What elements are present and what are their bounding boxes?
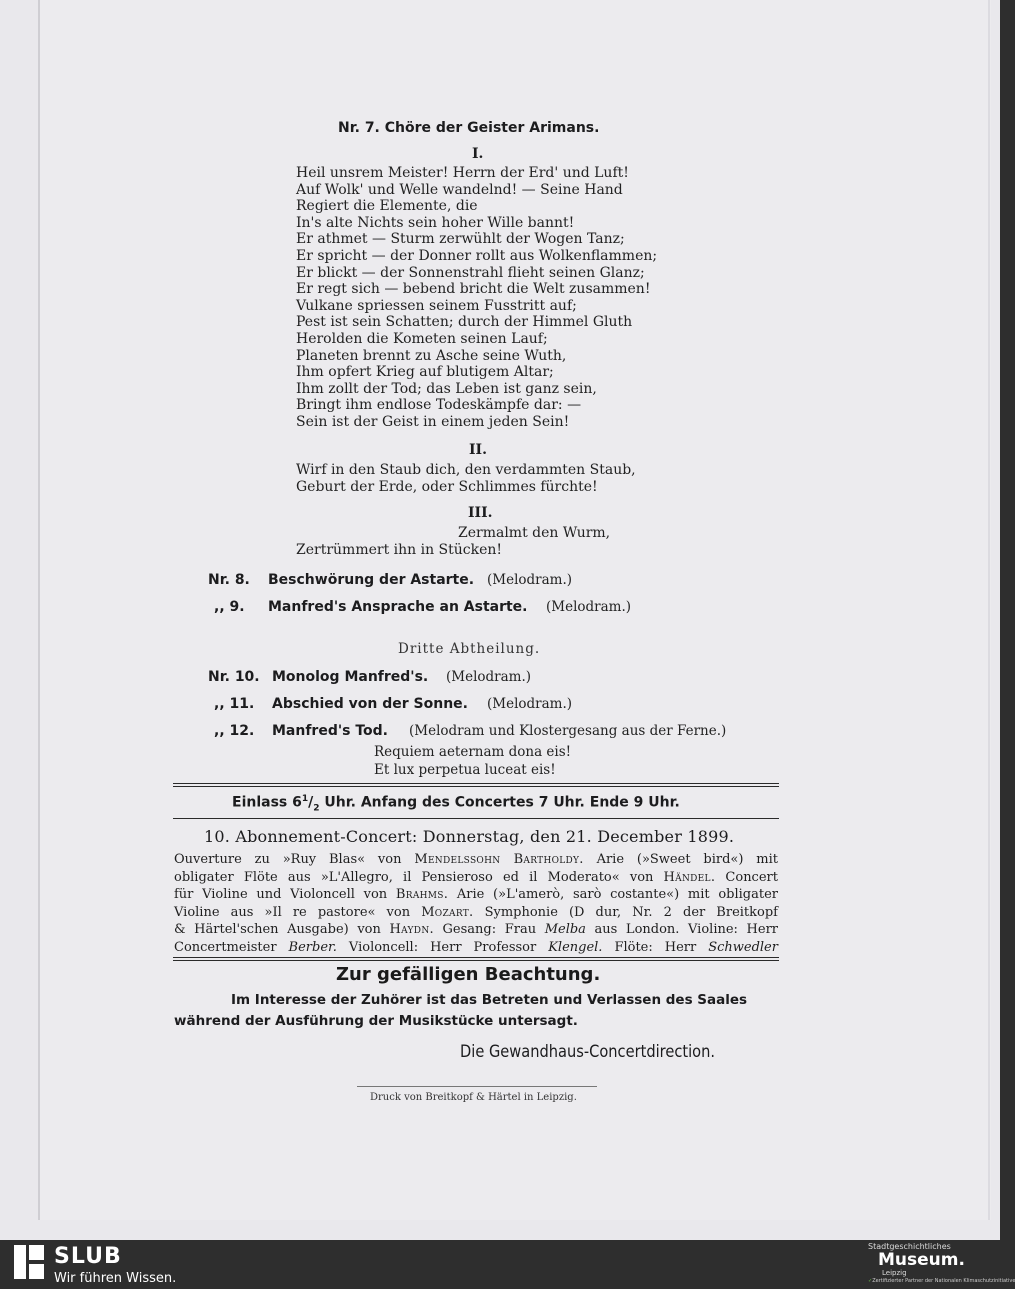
program-text: Arie (»L'amerò, sarò costante«) mit obligater — [448, 887, 778, 902]
times-einlass: Einlass 6 — [232, 794, 302, 811]
performer-name: Klengel. — [548, 939, 603, 955]
item-nr10-number: Nr. 10. — [208, 669, 260, 685]
next-concert-title: 10. Abonnement-Concert: Donnerstag, den 21. December 1899. — [204, 827, 735, 846]
rule-times-bottom — [173, 818, 779, 819]
double-rule-top — [173, 783, 779, 787]
footer-tagline: Wir führen Wissen. — [54, 1271, 177, 1286]
poem1-line: Planeten brennt zu Asche seine Wuth, — [296, 347, 567, 364]
part1-label: I. — [472, 146, 484, 162]
partner-note-text: Zertifizierter Partner der Nationalen Klimaschutzinitiative — [872, 1278, 1015, 1284]
partner-note — [868, 1278, 1015, 1284]
slub-logo-icon — [14, 1245, 44, 1279]
partner-top: Stadtgeschichtliches — [868, 1242, 951, 1251]
item-nr8-number: Nr. 8. — [208, 572, 250, 588]
performer-name: Melba — [544, 922, 586, 937]
next-concert-program — [174, 851, 778, 956]
poem1-line: Vulkane spriessen seinem Fusstritt auf; — [296, 297, 577, 314]
poem3-line2: Zertrümmert ihn in Stücken! — [296, 542, 503, 558]
program-text: Flöte: Herr — [602, 939, 709, 955]
requiem-line2: Et lux perpetua luceat eis! — [374, 762, 556, 778]
program-line — [174, 904, 778, 922]
composer-name: Brahms. — [395, 887, 449, 902]
poem3-line1: Zermalmt den Wurm, — [458, 525, 611, 541]
partner-name: Museum. — [878, 1250, 965, 1270]
item-nr11-note: (Melodram.) — [487, 696, 573, 712]
part2-label: II. — [469, 442, 487, 458]
poem1-line: Er spricht — der Donner rollt aus Wolkenflammen; — [296, 247, 658, 264]
program-text: Arie (»Sweet bird«) mit — [583, 852, 778, 867]
times-frac-den: 2 — [313, 803, 320, 814]
printer-rule — [357, 1086, 597, 1087]
times-rest: Uhr. Anfang des Concertes 7 Uhr. Ende 9 Uhr. — [319, 794, 680, 811]
footer-bar — [0, 1240, 1015, 1289]
poem1-line: Auf Wolk' und Welle wandelnd! — Seine Hand — [296, 181, 623, 198]
poem1-line: Ihm zollt der Tod; das Leben ist ganz sein, — [296, 380, 597, 397]
program-text: Violoncell: Herr Professor — [336, 939, 549, 955]
poem1-line: Er athmet — Sturm zerwühlt der Wogen Tanz; — [296, 231, 625, 248]
poem1-line: Er regt sich — bebend bricht die Welt zusammen! — [296, 281, 651, 298]
program-text: Symphonie (D dur, Nr. 2 der Breitkopf — [473, 904, 778, 920]
item-nr12-number: ,, 12. — [214, 723, 255, 739]
check-icon: ✓ — [868, 1278, 873, 1284]
poem1-line: Pest ist sein Schatten; durch der Himmel Gluth — [296, 314, 633, 331]
composer-name: Mendelssohn Bartholdy. — [414, 852, 584, 867]
section-title: Dritte Abtheilung. — [398, 641, 541, 657]
program-text: Concert — [715, 869, 778, 885]
notice-line2: während der Ausführung der Musikstücke untersagt. — [174, 1013, 578, 1029]
double-rule-bottom — [173, 957, 779, 961]
program-line — [174, 921, 778, 939]
poem1-line: Heil unsrem Meister! Herrn der Erd' und Luft! — [296, 165, 629, 181]
item-nr10-note: (Melodram.) — [446, 669, 532, 685]
item-nr11-title: Abschied von der Sonne. — [272, 696, 468, 712]
partner-city: Leipzig — [882, 1269, 907, 1277]
poem1-line: Er blickt — der Sonnenstrahl flieht seinen Glanz; — [296, 264, 645, 281]
page-edge-right — [988, 0, 990, 1220]
footer-brand: SLUB — [54, 1244, 122, 1269]
program-text: Gesang: Frau — [433, 922, 545, 937]
program-text: Violine aus »Il re pastore« von — [174, 904, 422, 920]
performer-name: Schwedler — [708, 939, 778, 955]
concert-times: Einlass $6^1/_2$ Uhr. Anfang des Concertes 7 Uhr. Ende 9 Uhr. — [232, 794, 680, 814]
program-text: obligater Flöte aus »L'Allegro, il Pensieroso ed il Moderato« von — [174, 869, 664, 885]
program-line — [174, 886, 778, 904]
program-line — [174, 851, 778, 869]
poem-part1 — [296, 165, 657, 431]
nr7-heading: Nr. 7. Chöre der Geister Arimans. — [338, 120, 600, 136]
item-nr12-title: Manfred's Tod. — [272, 723, 388, 739]
item-nr8-note: (Melodram.) — [487, 572, 573, 588]
printer-imprint: Druck von Breitkopf & Härtel in Leipzig. — [370, 1092, 577, 1103]
requiem-line1: Requiem aeternam dona eis! — [374, 744, 572, 760]
poem2-line: Geburt der Erde, oder Schlimmes fürchte! — [296, 478, 598, 495]
poem1-line: Bringt ihm endlose Todeskämpfe dar: — — [296, 397, 582, 414]
item-nr9-number: ,, 9. — [214, 599, 245, 615]
program-text: Ouverture zu »Ruy Blas« von — [174, 852, 415, 867]
item-nr8-title: Beschwörung der Astarte. — [268, 572, 475, 588]
notice-line1: Im Interesse der Zuhörer ist das Betreten und Verlassen des Saales — [231, 992, 748, 1008]
notice-title: Zur gefälligen Beachtung. — [336, 964, 601, 985]
program-text: & Härtel'schen Ausgabe) von — [174, 922, 390, 937]
program-text: aus London. Violine: Herr — [585, 922, 778, 937]
item-nr10-title: Monolog Manfred's. — [272, 669, 429, 685]
composer-name: Haydn. — [389, 922, 434, 937]
poem-part2 — [296, 462, 636, 495]
poem1-line: Ihm opfert Krieg auf blutigem Altar; — [296, 364, 554, 381]
program-line — [174, 939, 778, 957]
composer-name: Mozart. — [421, 904, 474, 920]
item-nr9-title: Manfred's Ansprache an Astarte. — [268, 599, 528, 615]
poem1-line: Sein ist der Geist in einem jeden Sein! — [296, 413, 570, 430]
item-nr11-number: ,, 11. — [214, 696, 255, 712]
times-frac-num: 1 — [301, 794, 309, 804]
poem1-line: Regiert die Elemente, die — [296, 198, 478, 215]
part3-label: III. — [468, 505, 493, 521]
composer-name: Händel. — [663, 869, 716, 885]
poem1-line: Herolden die Kometen seinen Lauf; — [296, 330, 548, 347]
item-nr9-note: (Melodram.) — [546, 599, 632, 615]
poem2-line: Wirf in den Staub dich, den verdammten Staub, — [296, 462, 636, 478]
program-text: für Violine und Violoncell von — [174, 887, 396, 902]
poem1-line: In's alte Nichts sein hoher Wille bannt! — [296, 214, 575, 231]
signature: Die Gewandhaus-Concertdirection. — [460, 1042, 716, 1062]
page-edge — [38, 0, 40, 1220]
item-nr12-note: (Melodram und Klostergesang aus der Ferne.) — [409, 723, 727, 739]
program-line — [174, 869, 778, 887]
performer-name: Berber. — [288, 939, 337, 955]
program-text: Concertmeister — [174, 939, 289, 955]
